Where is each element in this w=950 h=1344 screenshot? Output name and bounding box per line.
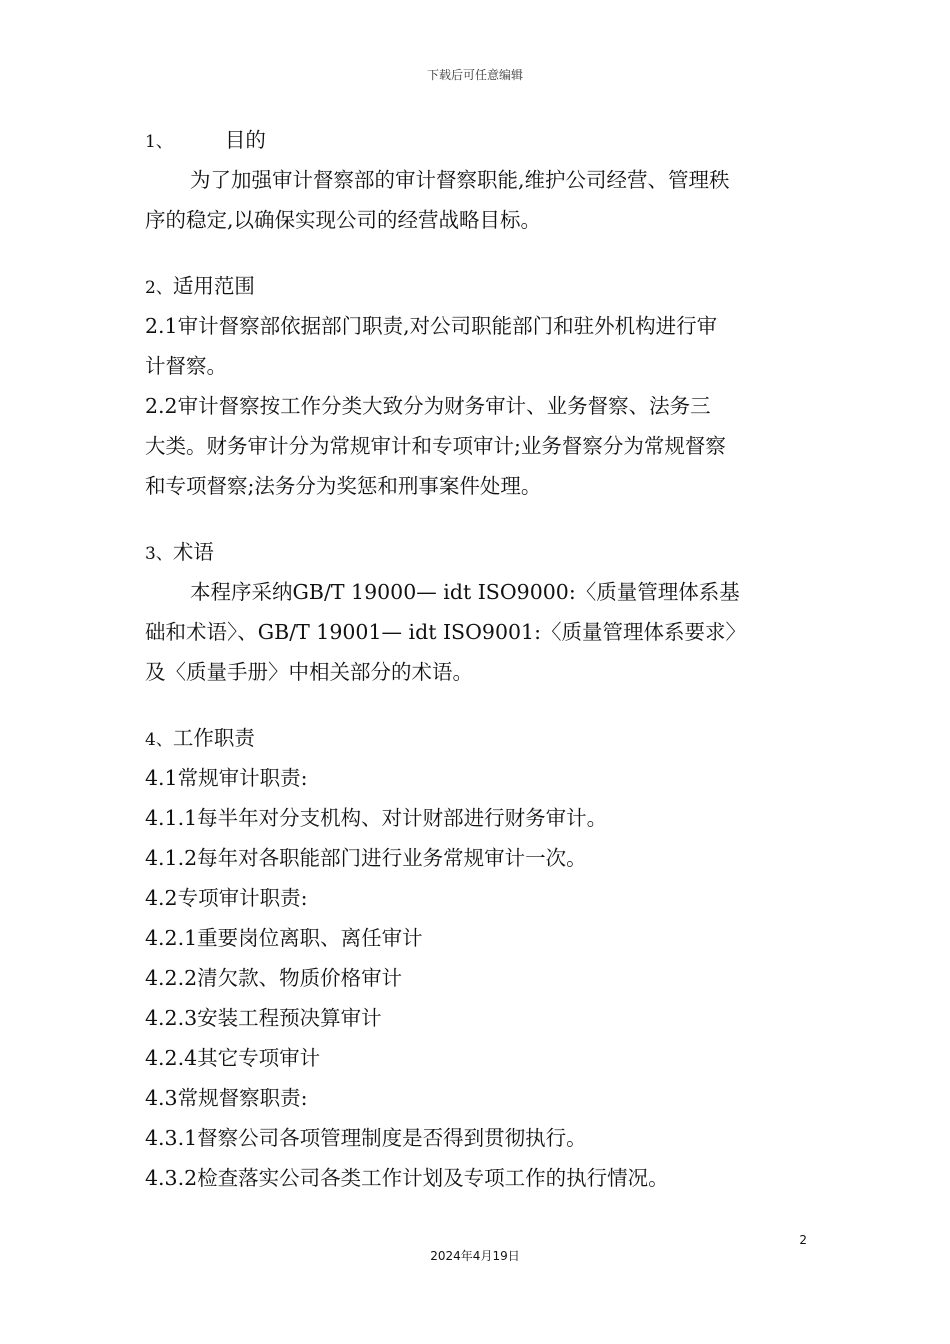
paragraph-line: 本程序采纳GB/T 19000— idt ISO9000:〈质量管理体系基	[190, 580, 740, 604]
paragraph-line: 和专项督察;法务分为奖惩和刑事案件处理。	[145, 474, 542, 498]
section-title: 术语	[172, 540, 214, 564]
list-item: 4.2专项审计职责:	[145, 886, 308, 910]
section-number: 2、	[145, 278, 173, 298]
section-number: 3、	[145, 544, 173, 564]
section-number: 1、	[145, 132, 173, 152]
section-3-heading	[145, 532, 810, 572]
section-title: 工作职责	[172, 726, 255, 750]
list-item: 4.3.1督察公司各项管理制度是否得到贯彻执行。	[145, 1126, 587, 1150]
footer-date: 2024年4月19日	[430, 1249, 520, 1263]
list-item: 4.1.2每年对各职能部门进行业务常规审计一次。	[145, 846, 587, 870]
section-4-heading	[145, 718, 810, 758]
list-item: 4.2.3安装工程预决算审计	[145, 1006, 382, 1030]
paragraph-line: 计督察。	[145, 354, 227, 378]
list-item: 4.3常规督察职责:	[145, 1086, 308, 1110]
list-item: 4.1.1每半年对分支机构、对计财部进行财务审计。	[145, 806, 608, 830]
list-item: 4.2.1重要岗位离职、离任审计	[145, 926, 423, 950]
section-title: 目的	[224, 128, 266, 152]
section-number: 4、	[145, 730, 173, 750]
document-body	[145, 120, 810, 1198]
list-item: 4.2.4其它专项审计	[145, 1046, 321, 1070]
list-item: 4.1常规审计职责:	[145, 766, 308, 790]
page-number: 2	[799, 1233, 807, 1247]
paragraph-line: 2.1审计督察部依据部门职责,对公司职能部门和驻外机构进行审	[145, 314, 718, 338]
paragraph-line: 础和术语〉、GB/T 19001— idt ISO9001:〈质量管理体系要求〉	[145, 620, 746, 644]
list-item: 4.3.2检查落实公司各类工作计划及专项工作的执行情况。	[145, 1166, 669, 1190]
section-2-heading	[145, 266, 810, 306]
paragraph-line: 为了加强审计督察部的审计督察职能,维护公司经营、管理秩	[190, 168, 730, 192]
section-title: 适用范围	[172, 274, 255, 298]
paragraph-line: 2.2审计督察按工作分类大致分为财务审计、业务督察、法务三	[145, 394, 711, 418]
page-header: 下载后可任意编辑	[426, 68, 523, 82]
list-item: 4.2.2清欠款、物质价格审计	[145, 966, 403, 990]
paragraph-line: 及〈质量手册〉中相关部分的术语。	[145, 660, 473, 684]
paragraph-line: 大类。财务审计分为常规审计和专项审计;业务督察分为常规督察	[145, 434, 726, 458]
section-1-heading	[145, 120, 810, 160]
paragraph-line: 序的稳定,以确保实现公司的经营战略目标。	[145, 208, 542, 232]
